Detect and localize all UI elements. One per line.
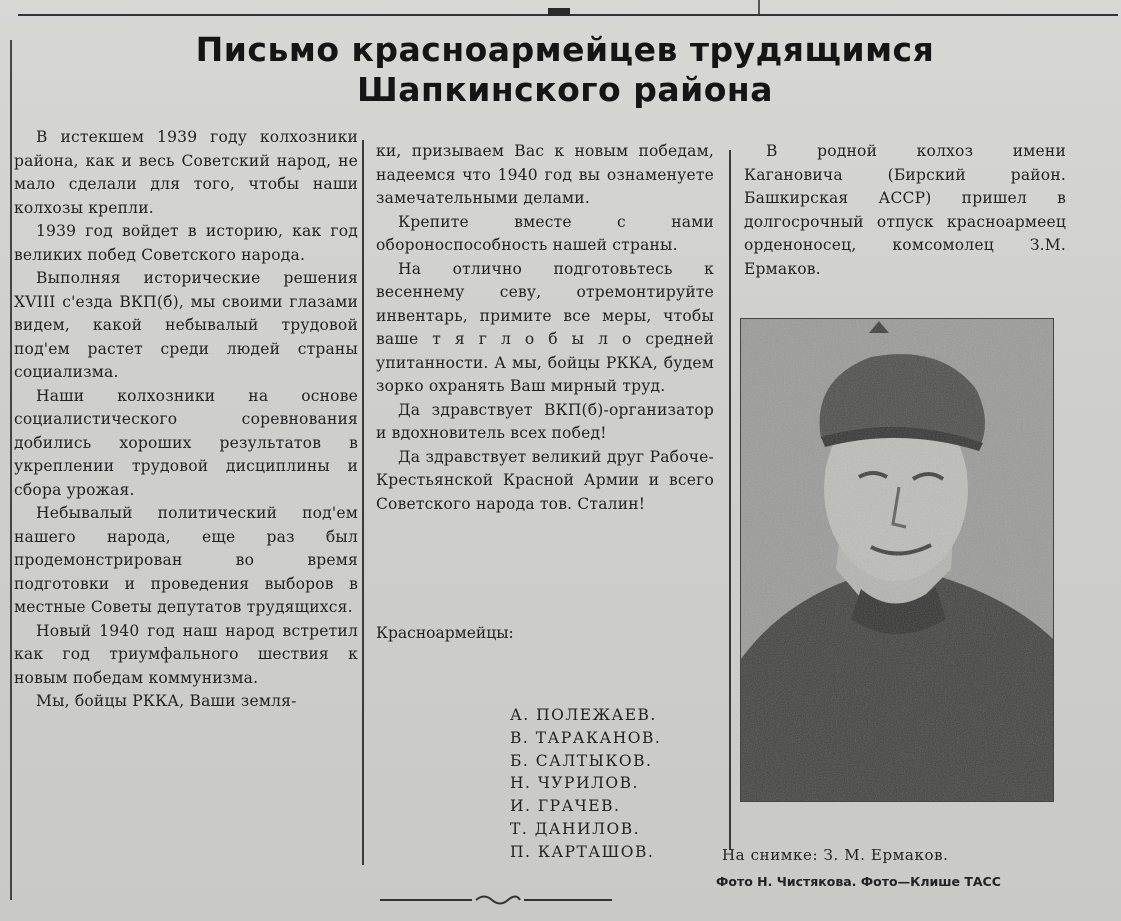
paragraph: Выполняя исторические решения XVIII с'езда ВКП(б), мы своими глазами видем, какой небывалый трудовой под'ем растет среди людей страны социализма. [14, 269, 358, 381]
paragraph: Мы, бойцы РККА, Ваши земля- [36, 692, 297, 710]
paragraph: Да здравствует ВКП(б)-организатор и вдохновитель всех побед! [376, 400, 714, 442]
signature: Н. ЧУРИЛОВ. [510, 774, 639, 793]
signature-label: Красноармейцы: [376, 624, 514, 642]
paragraph: ки, призываем Вас к новым победам, надеемся что 1940 год вы ознаменуете замечательными делами. [376, 142, 714, 207]
paragraph: 1939 год войдет в историю, как год великих побед Советского народа. [14, 222, 358, 264]
photo-credit: Фото Н. Чистякова. Фото—Клише ТАСС [716, 874, 1001, 889]
left-column-rule [10, 40, 12, 900]
signature: В. ТАРАКАНОВ. [510, 728, 662, 747]
portrait-photo [740, 318, 1054, 802]
column-3 [744, 140, 1066, 281]
paragraph: Да здравствует великий друг Рабоче-Крестьянской Красной Армии и всего Советского народа тов. Сталин! [376, 447, 714, 513]
signature: А. ПОЛЕЖАЕВ. [510, 706, 657, 724]
paragraph: Небывалый политический под'ем нашего народа, еще раз был продемонстрирован во время подготовки и проведения выборов в местные Советы депутатов трудящихся. [14, 504, 358, 616]
signature: Т. ДАНИЛОВ. [510, 819, 641, 838]
signature-list [510, 704, 710, 864]
photo-caption: На снимке: З. М. Ермаков. [722, 846, 949, 864]
column-1 [14, 126, 358, 714]
paragraph: В истекшем 1939 году колхозники района, как и весь Советский народ, не мало сделали для того, чтобы наши колхозы крепли. [14, 128, 358, 217]
column-rule-2 [729, 150, 731, 850]
paragraph: На отлично подготовьтесь к весеннему севу, отремонтируйте инвентарь, примите все меры, чтобы ваше т я г л о б ы л о средней упитанности. А мы, бойцы РККА, будем зорко охранять Ваш мирный труд. [376, 259, 714, 395]
title-line-2: Шапкинского района [357, 70, 773, 109]
column-rule-1 [362, 140, 364, 865]
paragraph: Новый 1940 год наш народ встретил как год триумфального шествия к новым победам коммунизма. [14, 621, 358, 687]
title-line-1: Письмо красноармейцев трудящимся [195, 30, 935, 69]
signature: Б. САЛТЫКОВ. [510, 751, 653, 770]
signature: П. КАРТАШОВ. [510, 842, 655, 861]
paragraph: В родной колхоз имени Кагановича (Бирский район. Башкирская АССР) пришел в долгосрочный отпуск красноармеец орденоносец, комсомолец З.М. Ермаков. [744, 142, 1066, 278]
column-2 [376, 140, 714, 516]
paragraph: Крепите вместе с нами обороноспособность нашей страны. [376, 212, 714, 254]
top-mark [548, 8, 570, 16]
portrait-illustration [741, 319, 1053, 801]
article-title [150, 30, 980, 110]
signature: И. ГРАЧЕВ. [510, 797, 621, 816]
top-mark-line [758, 0, 760, 14]
paragraph: Наши колхозники на основе социалистического соревнования добились хороших результатов в укреплении трудовой дисциплины и сбора урожая. [14, 386, 358, 499]
ornament-divider [380, 893, 612, 907]
